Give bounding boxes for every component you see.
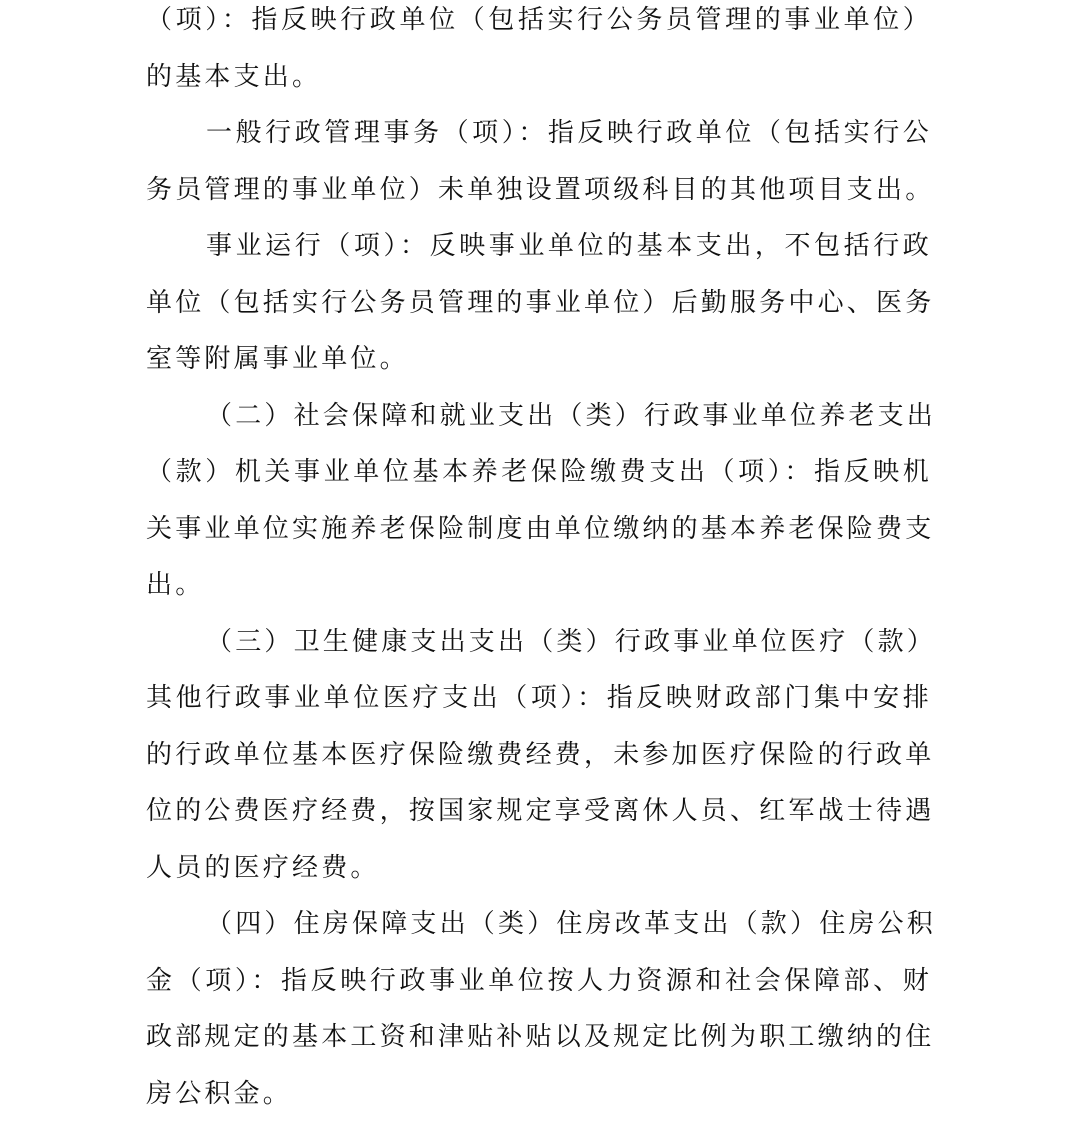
text-line: 室等附属事业单位。 <box>146 331 932 388</box>
text-line: 房公积金。 <box>146 1066 932 1122</box>
document-page <box>146 0 932 1122</box>
text-line: 的行政单位基本医疗保险缴费经费，未参加医疗保险的行政单 <box>146 727 932 784</box>
text-line: 事业运行（项）：反映事业单位的基本支出，不包括行政 <box>146 218 932 275</box>
text-line: 单位（包括实行公务员管理的事业单位）后勤服务中心、医务 <box>146 275 932 332</box>
text-line: （款）机关事业单位基本养老保险缴费支出（项）：指反映机 <box>146 444 932 501</box>
text-line: （四）住房保障支出（类）住房改革支出（款）住房公积 <box>146 896 932 953</box>
text-line: 的基本支出。 <box>146 49 932 106</box>
text-line: 人员的医疗经费。 <box>146 840 932 897</box>
text-line: 政部规定的基本工资和津贴补贴以及规定比例为职工缴纳的住 <box>146 1009 932 1066</box>
text-line: 金（项）：指反映行政事业单位按人力资源和社会保障部、财 <box>146 953 932 1010</box>
text-line: （二）社会保障和就业支出（类）行政事业单位养老支出 <box>146 388 932 445</box>
text-line: 位的公费医疗经费，按国家规定享受离休人员、红军战士待遇 <box>146 783 932 840</box>
text-line: 关事业单位实施养老保险制度由单位缴纳的基本养老保险费支 <box>146 501 932 558</box>
text-line: 出。 <box>146 557 932 614</box>
text-line: （项）：指反映行政单位（包括实行公务员管理的事业单位） <box>146 0 932 49</box>
text-line: 其他行政事业单位医疗支出（项）：指反映财政部门集中安排 <box>146 670 932 727</box>
text-line: 务员管理的事业单位）未单独设置项级科目的其他项目支出。 <box>146 162 932 219</box>
text-line: （三）卫生健康支出支出（类）行政事业单位医疗（款） <box>146 614 932 671</box>
text-line: 一般行政管理事务（项）：指反映行政单位（包括实行公 <box>146 105 932 162</box>
